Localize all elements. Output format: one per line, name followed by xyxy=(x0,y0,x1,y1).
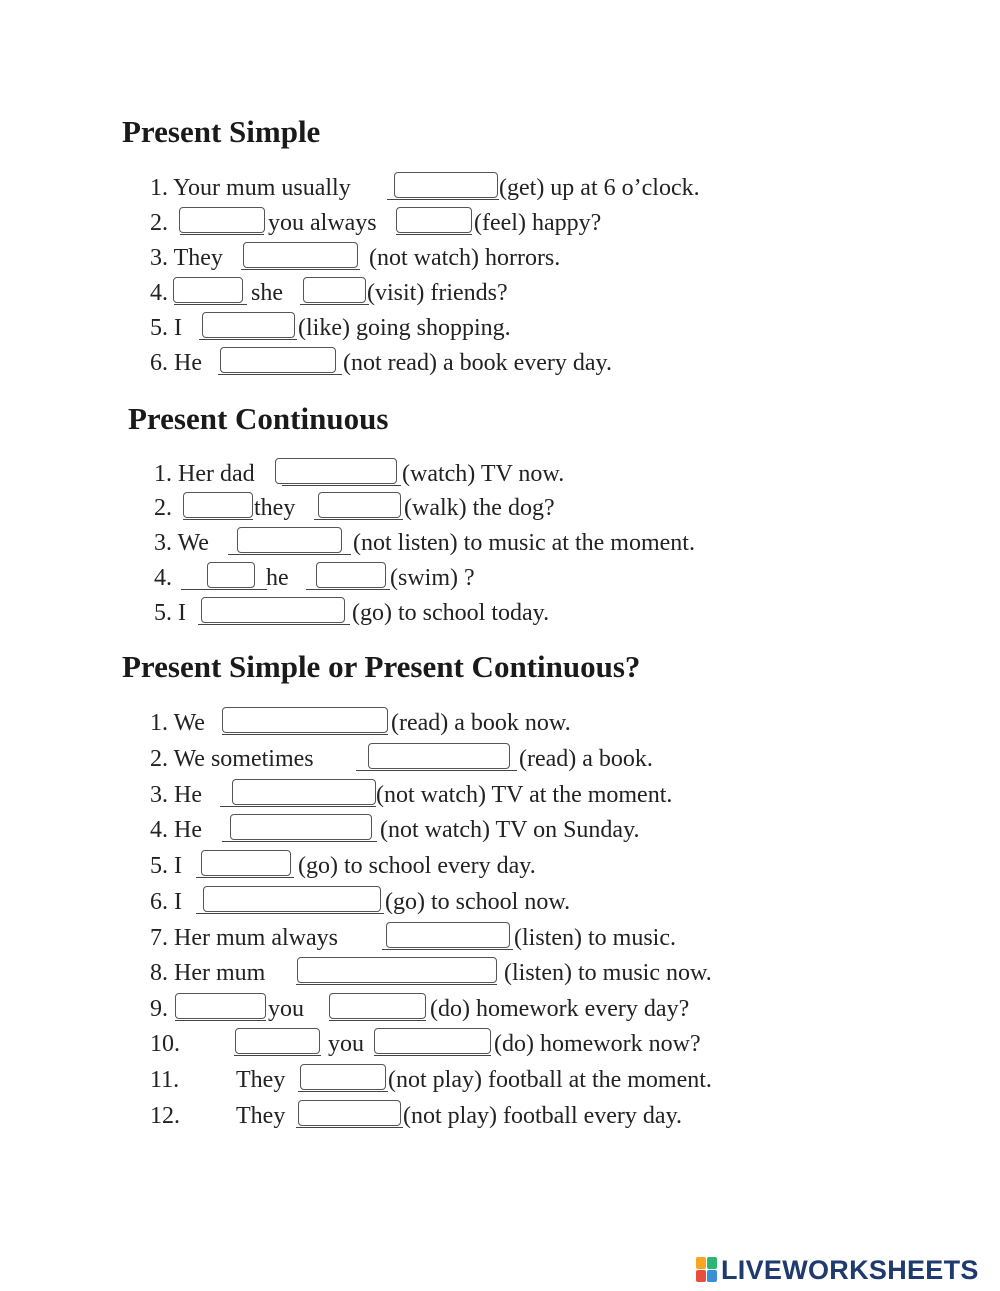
liveworksheets-icon xyxy=(696,1257,718,1283)
item-text: (not watch) TV on Sunday. xyxy=(380,817,640,843)
answer-input[interactable] xyxy=(230,814,372,840)
blank-underline xyxy=(296,1127,403,1128)
item-text: They xyxy=(236,1067,286,1093)
item-text: 11. xyxy=(150,1067,180,1093)
item-text: (do) homework now? xyxy=(494,1031,701,1057)
item-text: 12. xyxy=(150,1103,180,1129)
blank-underline xyxy=(196,877,294,878)
exercise-item xyxy=(0,526,1000,560)
logo-square-4 xyxy=(707,1270,717,1282)
item-text: (walk) the dog? xyxy=(404,495,555,521)
item-text: (not watch) horrors. xyxy=(369,245,561,271)
exercise-item xyxy=(0,1027,1000,1061)
answer-input[interactable] xyxy=(318,492,401,518)
exercise-item xyxy=(0,596,1000,630)
blank-underline xyxy=(387,199,499,200)
blank-underline xyxy=(222,841,377,842)
blank-underline xyxy=(181,589,267,590)
logo-square-3 xyxy=(696,1270,706,1282)
answer-input[interactable] xyxy=(394,172,498,198)
blank-underline xyxy=(175,1020,266,1021)
exercise-item xyxy=(0,206,1000,240)
exercise-item xyxy=(0,171,1000,205)
item-text: 4. He xyxy=(150,817,202,843)
blank-underline xyxy=(198,624,350,625)
logo-square-1 xyxy=(696,1257,706,1269)
answer-input[interactable] xyxy=(303,277,366,303)
exercise-item xyxy=(0,992,1000,1026)
item-text: 3. They xyxy=(150,245,223,271)
item-text: you xyxy=(328,1031,364,1057)
item-text: (listen) to music now. xyxy=(504,960,712,986)
answer-input[interactable] xyxy=(201,597,345,623)
answer-input[interactable] xyxy=(183,492,253,518)
blank-underline xyxy=(241,269,360,270)
answer-input[interactable] xyxy=(243,242,358,268)
blank-underline xyxy=(396,234,472,235)
item-text: 2. xyxy=(150,210,168,236)
section-title: Present Continuous xyxy=(128,401,389,436)
blank-underline xyxy=(174,304,247,305)
blank-underline xyxy=(296,984,497,985)
answer-input[interactable] xyxy=(275,458,397,484)
blank-underline xyxy=(382,949,513,950)
blank-underline xyxy=(199,339,297,340)
exercise-item xyxy=(0,956,1000,990)
item-text: (watch) TV now. xyxy=(402,461,565,487)
blank-underline xyxy=(329,1020,426,1021)
blank-underline xyxy=(222,734,388,735)
item-text: (not read) a book every day. xyxy=(343,350,612,376)
item-text: (go) to school now. xyxy=(385,889,571,915)
item-text: (go) to school today. xyxy=(352,600,550,626)
item-text: 6. I xyxy=(150,889,182,915)
item-text: (go) to school every day. xyxy=(298,853,536,879)
item-text: 8. Her mum xyxy=(150,960,266,986)
exercise-item xyxy=(0,742,1000,776)
item-text: They xyxy=(236,1103,286,1129)
exercise-item xyxy=(0,813,1000,847)
answer-input[interactable] xyxy=(300,1064,386,1090)
item-text: 2. We sometimes xyxy=(150,746,314,772)
item-text: (not watch) TV at the moment. xyxy=(376,782,673,808)
item-text: 1. We xyxy=(150,710,205,736)
item-text: 4. xyxy=(154,565,172,591)
blank-underline xyxy=(374,1055,491,1056)
blank-underline xyxy=(196,913,384,914)
item-text: you always xyxy=(268,210,377,236)
blank-underline xyxy=(314,519,403,520)
answer-input[interactable] xyxy=(237,527,342,553)
item-text: (like) going shopping. xyxy=(298,315,511,341)
blank-underline xyxy=(220,806,376,807)
item-text: they xyxy=(254,495,296,521)
answer-input[interactable] xyxy=(298,1100,401,1126)
blank-underline xyxy=(228,554,351,555)
item-text: 5. I xyxy=(154,600,186,626)
answer-input[interactable] xyxy=(297,957,497,983)
exercise-item xyxy=(0,921,1000,955)
item-text: 5. I xyxy=(150,315,182,341)
exercise-item xyxy=(0,885,1000,919)
answer-input[interactable] xyxy=(202,312,295,338)
blank-underline xyxy=(218,374,342,375)
exercise-item xyxy=(0,311,1000,345)
blank-underline xyxy=(298,1091,388,1092)
answer-input[interactable] xyxy=(329,993,426,1019)
item-text: 6. He xyxy=(150,350,202,376)
item-text: (get) up at 6 o’clock. xyxy=(499,175,700,201)
answer-input[interactable] xyxy=(222,707,388,733)
answer-input[interactable] xyxy=(175,993,266,1019)
item-text: 10. xyxy=(150,1031,180,1057)
item-text: (not listen) to music at the moment. xyxy=(353,530,695,556)
answer-input[interactable] xyxy=(374,1028,491,1054)
item-text: 2. xyxy=(154,495,172,521)
exercise-item xyxy=(0,457,1000,491)
answer-input[interactable] xyxy=(386,922,510,948)
logo-square-2 xyxy=(707,1257,717,1269)
item-text: 1. Your mum usually xyxy=(150,175,351,201)
item-text: 5. I xyxy=(150,853,182,879)
answer-input[interactable] xyxy=(316,562,386,588)
item-text: (not play) football at the moment. xyxy=(388,1067,712,1093)
exercise-item xyxy=(0,491,1000,525)
section-title: Present Simple xyxy=(122,114,321,149)
blank-underline xyxy=(306,589,390,590)
item-text: (not play) football every day. xyxy=(403,1103,683,1129)
item-text: 3. He xyxy=(150,782,202,808)
blank-underline xyxy=(282,485,401,486)
item-text: 4. xyxy=(150,280,168,306)
item-text: she xyxy=(251,280,283,306)
exercise-item xyxy=(0,1063,1000,1097)
exercise-item xyxy=(0,778,1000,812)
answer-input[interactable] xyxy=(203,886,381,912)
answer-input[interactable] xyxy=(201,850,291,876)
answer-input[interactable] xyxy=(220,347,336,373)
item-text: (do) homework every day? xyxy=(430,996,690,1022)
item-text: (visit) friends? xyxy=(367,280,508,306)
item-text: (read) a book now. xyxy=(391,710,571,736)
blank-underline xyxy=(183,519,253,520)
exercise-item xyxy=(0,276,1000,310)
exercise-item xyxy=(0,241,1000,275)
answer-input[interactable] xyxy=(173,277,243,303)
item-text: (read) a book. xyxy=(519,746,653,772)
exercise-item xyxy=(0,561,1000,595)
answer-input[interactable] xyxy=(368,743,510,769)
item-text: (swim) ? xyxy=(390,565,475,591)
exercise-item xyxy=(0,706,1000,740)
answer-input[interactable] xyxy=(207,562,255,588)
blank-underline xyxy=(180,234,264,235)
item-text: (feel) happy? xyxy=(474,210,602,236)
liveworksheets-logo xyxy=(696,1255,979,1285)
answer-input[interactable] xyxy=(235,1028,320,1054)
answer-input[interactable] xyxy=(179,207,265,233)
blank-underline xyxy=(356,770,517,771)
item-text: he xyxy=(266,565,289,591)
item-text: 1. Her dad xyxy=(154,461,255,487)
logo-text: LIVEWORKSHEETS xyxy=(721,1254,979,1285)
item-text: 9. xyxy=(150,996,168,1022)
exercise-item xyxy=(0,849,1000,883)
answer-input[interactable] xyxy=(396,207,472,233)
item-text: (listen) to music. xyxy=(514,925,676,951)
answer-input[interactable] xyxy=(232,779,376,805)
blank-underline xyxy=(234,1055,321,1056)
section-title: Present Simple or Present Continuous? xyxy=(122,649,641,684)
exercise-item xyxy=(0,346,1000,380)
blank-underline xyxy=(300,304,369,305)
item-text: 3. We xyxy=(154,530,209,556)
item-text: 7. Her mum always xyxy=(150,925,338,951)
item-text: you xyxy=(268,996,304,1022)
exercise-item xyxy=(0,1099,1000,1133)
